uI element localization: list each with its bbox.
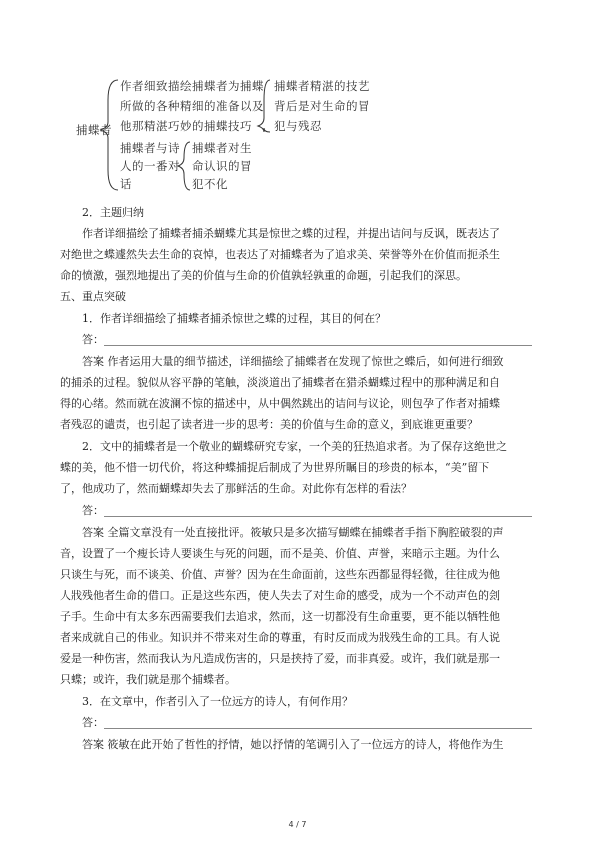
answer-label-2: 答： — [82, 504, 104, 517]
answer-blank-1[interactable] — [104, 345, 532, 346]
answer-1-line-3: 得的心绪。然而就在波澜不惊的描述中，从中偶然跳出的诘问与议论，则包孕了作者对捕蝶 — [60, 397, 500, 410]
answer-3-line-1: 答案 筱敏在此开始了哲性的抒情，她以抒情的笔调引入了一位远方的诗人，将他作为生 — [82, 738, 504, 751]
diagram-bottom-left-3: 话 — [120, 177, 132, 191]
diagram-bottom-right-3: 犯不化 — [192, 177, 228, 191]
answer-blank-3[interactable] — [104, 728, 532, 729]
diagram-top-right-2: 背后是对生命的冒 — [274, 99, 370, 113]
theme-heading: 2．主题归纳 — [82, 206, 144, 219]
question-2-line-2: 蝶的美，他不惜一切代价，将这种蝶捕捉后制成了为世界所瞩目的珍贵的标本，“美”留下 — [60, 461, 490, 474]
diagram-bottom-right-2: 命认识的冒 — [192, 159, 252, 173]
diagram-top-right-1: 捕蝶者精湛的技艺 — [274, 79, 370, 93]
theme-line-3: 命的愤激，强烈地提出了美的价值与生命的价值孰轻孰重的命题，引起我们的深思。 — [60, 269, 467, 282]
diagram-bottom-right-1: 捕蝶者对生 — [192, 141, 252, 155]
answer-2-line-1: 答案 全篇文章没有一处直接批评。筱敏只是多次描写蝴蝶在捕蝶者手指下胸腔破裂的声 — [82, 526, 504, 539]
diagram-top-left-3: 他那精湛巧妙的捕蝶技巧 — [120, 119, 252, 133]
diagram-top-left-2: 所做的各种精细的准备以及 — [120, 99, 264, 113]
answer-2-line-8: 只蝶；或许，我们就是那个捕蝶者。 — [60, 673, 236, 686]
answer-2-line-5: 子手。生命中有太多东西需要我们去追求，然而，这一切都没有生命重要，更不能以牺牲他 — [60, 610, 500, 623]
answer-2-line-6: 者来成就自己的伟业。知识并不带来对生命的尊重，有时反而成为戕残生命的工具。有人说 — [60, 631, 500, 644]
question-1: 1．作者详细描绘了捕蝶者捕杀惊世之蝶的过程，其目的何在？ — [82, 312, 386, 325]
diagram-root: 捕蝶者 — [76, 123, 112, 137]
answer-1-line-4: 者残忍的谴责，也引起了读者进一步的思考：美的价值与生命的意义，到底谁更重要？ — [60, 418, 478, 431]
diagram-top-left-1: 作者细致描绘捕蝶者为捕蝶 — [120, 79, 264, 93]
question-3: 3．在文章中，作者引入了一位远方的诗人，有何作用？ — [82, 695, 353, 708]
answer-1-line-2: 的捕杀的过程。貌似从容平静的笔触，淡淡道出了捕蝶者在猎杀蝴蝶过程中的那种满足和自 — [60, 376, 500, 389]
answer-2-line-4: 人戕残他者生命的借口。正是这些东西，使人失去了对生命的感受，成为一个不动声色的刽 — [60, 589, 500, 602]
page-number: 4 / 7 — [288, 820, 307, 829]
answer-2-line-3: 只谈生与死，而不谈美、价值、声誉？因为在生命面前，这些东西都显得轻微，往往成为他 — [60, 568, 500, 581]
answer-label-1: 答： — [82, 333, 104, 346]
answer-label-3: 答： — [82, 716, 104, 729]
question-2-line-1: 2．文中的捕蝶者是一个敬业的蝴蝶研究专家，一个美的狂热追求者。为了保存这绝世之 — [82, 440, 507, 453]
answer-2-line-7: 爱是一种伤害，然而我认为凡造成伤害的，只是挟持了爱，而非真爱。或许，我们就是那一 — [60, 652, 500, 665]
section-heading: 五、重点突破 — [60, 290, 126, 303]
question-2-line-3: 了，他成功了，然而蝴蝶却失去了那鲜活的生命。对此你有怎样的看法？ — [60, 482, 412, 495]
theme-line-2: 对绝世之蝶遽然失去生命的哀悼，也表达了对捕蝶者为了追求美、荣誉等外在价值而扼杀生 — [60, 248, 500, 261]
answer-1-line-1: 答案 作者运用大量的细节描述，详细描绘了捕蝶者在发现了惊世之蝶后，如何进行细致 — [82, 355, 504, 368]
diagram-top-right-3: 犯与残忍 — [274, 119, 322, 133]
answer-2-line-2: 音，设置了一个瘦长诗人要谈生与死的问题，而不是美、价值、声誉，来暗示主题。为什么 — [60, 547, 500, 560]
diagram-bottom-left-1: 捕蝶者与诗 — [120, 141, 180, 155]
theme-line-1: 作者详细描绘了捕蝶者捕杀蝴蝶尤其是惊世之蝶的过程，并提出诘问与反讽，既表达了 — [82, 227, 500, 240]
diagram-bottom-left-2: 人的一番对 — [120, 159, 180, 173]
answer-blank-2[interactable] — [104, 516, 532, 517]
